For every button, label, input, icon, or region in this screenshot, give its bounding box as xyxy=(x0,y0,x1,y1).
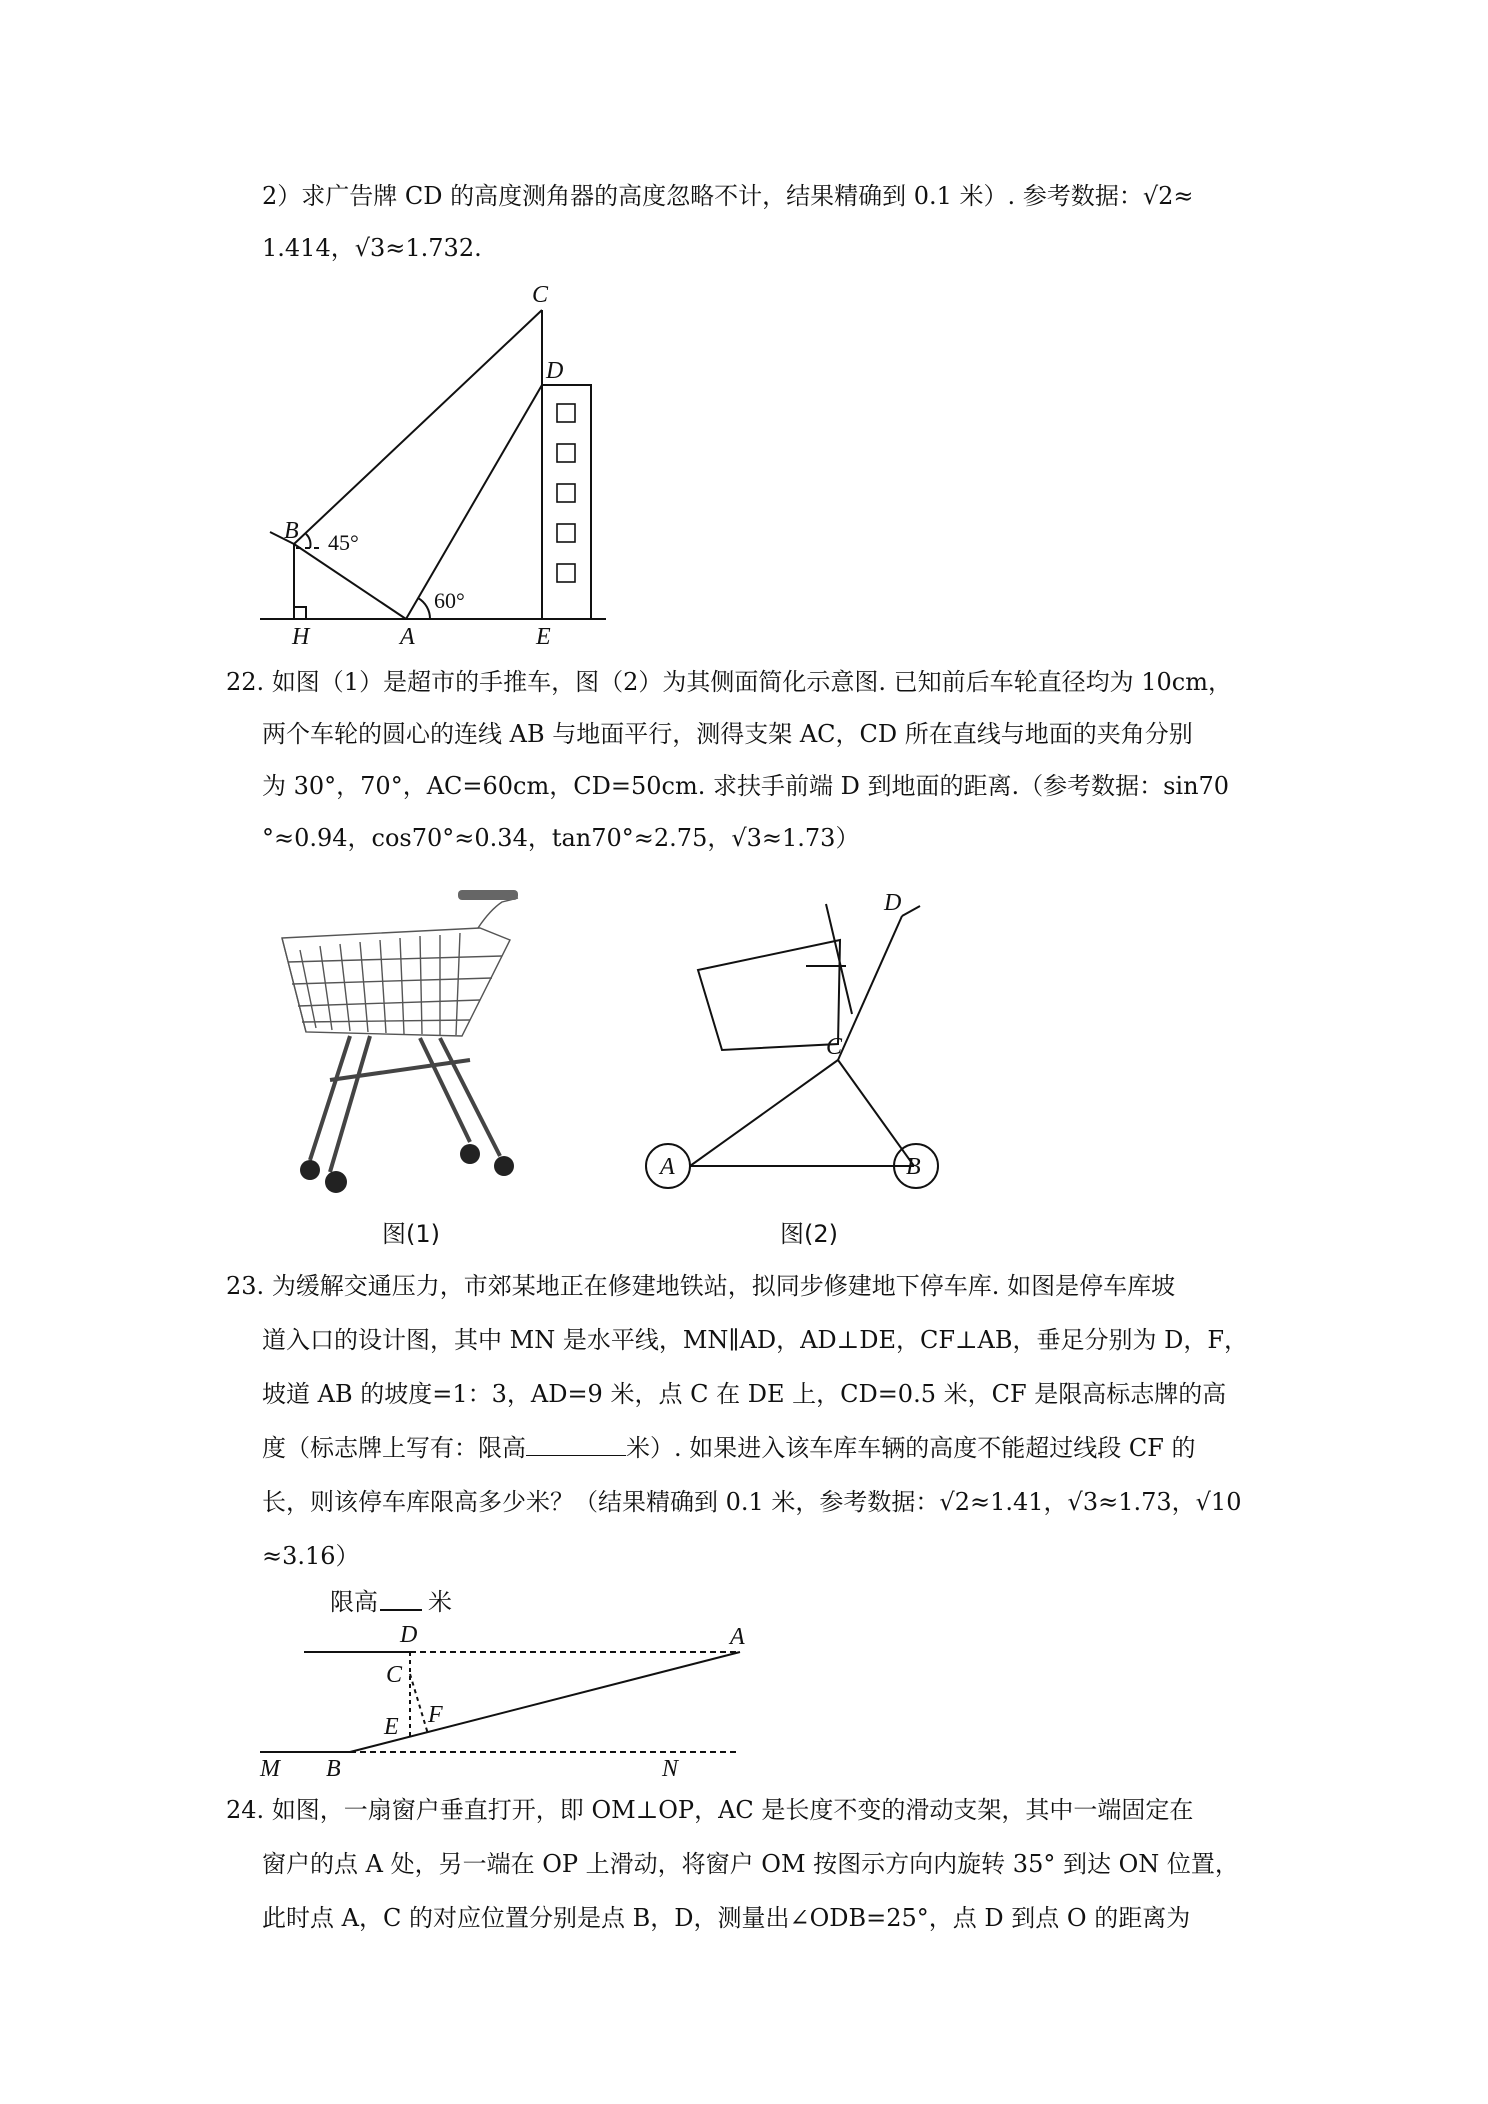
q23-label-b: B xyxy=(326,1756,341,1780)
shopping-cart-illustration xyxy=(270,880,530,1200)
fig2-label-a: A xyxy=(660,1154,675,1180)
q24-line1-text: 如图，一扇窗户垂直打开，即 OM⊥OP，AC 是长度不变的滑动支架，其中一端固定在 xyxy=(271,1796,1194,1824)
cart-basket xyxy=(282,898,518,1036)
q24-text-line-2: 窗户的点 A 处，另一端在 OP 上滑动，将窗户 OM 按图示方向内旋转 35° 到达 ON 位置， xyxy=(262,1850,1239,1878)
q22-text-line-4: °≈0.94，cos70°≈0.34，tan70°≈2.75，√3≈1.73） xyxy=(262,824,860,852)
q23-text-line-2: 道入口的设计图，其中 MN 是水平线，MN∥AD，AD⊥DE，CF⊥AB，垂足分别为 D，F， xyxy=(262,1326,1249,1354)
label-e: E xyxy=(536,624,551,650)
q24-number: 24. xyxy=(226,1796,265,1824)
angle-label-60: 60° xyxy=(434,588,465,613)
q21-text-line-2: 1.414，√3≈1.732. xyxy=(262,234,482,262)
window xyxy=(557,564,575,582)
q23-label-f: F xyxy=(428,1702,443,1728)
answer-blank xyxy=(526,1433,626,1456)
fig2-label-d: D xyxy=(884,890,902,916)
shopping-cart-photo xyxy=(270,880,530,1204)
figure-2-caption: 图(2) xyxy=(780,1220,838,1248)
q23-text-line-6: ≈3.16） xyxy=(262,1542,360,1570)
angle-arc-b xyxy=(306,534,311,548)
q23-figure-svg xyxy=(250,1580,790,1780)
fig2-label-c: C xyxy=(826,1034,843,1060)
q24-text-line-3: 此时点 A，C 的对应位置分别是点 B，D，测量出∠ODB=25°，点 D 到点 O 的距离为 xyxy=(262,1904,1191,1932)
line-ba xyxy=(294,544,406,619)
q23-line4-end: 米）. 如果进入该车库车辆的高度不能超过线段 CF 的 xyxy=(626,1434,1196,1462)
q23-text-line-5: 长，则该停车库限高多少米？（结果精确到 0.1 米，参考数据：√2≈1.41，√3≈1.73，√10 xyxy=(262,1488,1242,1516)
line-bc xyxy=(294,310,542,544)
fig2-label-b: B xyxy=(906,1154,921,1180)
q23-label-e: E xyxy=(384,1714,399,1740)
q23-line4-start: 度（标志牌上写有：限高 xyxy=(262,1434,526,1462)
label-b: B xyxy=(284,518,299,544)
q23-label-m: M xyxy=(260,1756,280,1780)
q23-label-a: A xyxy=(730,1624,745,1650)
building-windows xyxy=(557,404,575,582)
label-h: H xyxy=(292,624,310,650)
q21-text-line-1: 2）求广告牌 CD 的高度测角器的高度忽略不计，结果精确到 0.1 米）. 参考数据：√2≈ xyxy=(262,182,1194,210)
label-d: D xyxy=(546,358,564,384)
label-c: C xyxy=(532,282,549,308)
right-angle-h xyxy=(294,607,306,619)
sign-text: 限高 xyxy=(330,1590,378,1616)
cart-handle xyxy=(458,890,518,900)
q22-line1-text: 如图（1）是超市的手推车，图（2）为其侧面简化示意图. 已知前后车轮直径均为 10cm， xyxy=(271,668,1232,696)
q22-text-line-3: 为 30°，70°，AC=60cm，CD=50cm. 求扶手前端 D 到地面的距离.（参考数据：sin70 xyxy=(262,772,1230,800)
q23-line1-text: 为缓解交通压力，市郊某地正在修建地铁站，拟同步修建地下停车库. 如图是停车库坡 xyxy=(271,1272,1176,1300)
q22-number: 22. xyxy=(226,668,265,696)
q23-label-c: C xyxy=(386,1662,403,1688)
window xyxy=(557,444,575,462)
q23-text-line-4 xyxy=(262,1432,1196,1464)
q21-figure xyxy=(256,282,616,656)
line-ac xyxy=(690,1060,838,1166)
q22-figure-2 xyxy=(640,884,940,1198)
q21-figure-svg xyxy=(256,282,616,652)
figure-1-caption: 图(1) xyxy=(382,1220,440,1248)
q23-label-n: N xyxy=(662,1756,679,1780)
q23-label-d: D xyxy=(400,1622,418,1648)
window xyxy=(557,404,575,422)
q23-text-line-1 xyxy=(226,1270,1175,1302)
window xyxy=(557,524,575,542)
q22-text-line-2: 两个车轮的圆心的连线 AB 与地面平行，测得支架 AC，CD 所在直线与地面的夹角分别 xyxy=(262,720,1193,748)
cart-basket-outline xyxy=(698,940,840,1050)
ramp-ab xyxy=(350,1652,740,1752)
handle-tip xyxy=(902,906,920,916)
window xyxy=(557,484,575,502)
q23-number: 23. xyxy=(226,1272,265,1300)
q22-figure-2-svg xyxy=(640,884,940,1194)
q24-text-line-1 xyxy=(226,1794,1193,1826)
q22-text-line-1 xyxy=(226,666,1232,698)
q23-figure xyxy=(250,1580,790,1784)
line-cf-dashed xyxy=(410,1674,428,1734)
q23-text-line-3: 坡道 AB 的坡度=1：3，AD=9 米，点 C 在 DE 上，CD=0.5 米，CF 是限高标志牌的高 xyxy=(262,1380,1227,1408)
angle-label-45: 45° xyxy=(328,530,359,555)
label-a: A xyxy=(400,624,415,650)
angle-arc-a xyxy=(418,598,430,619)
line-cd xyxy=(838,916,902,1060)
line-cb xyxy=(838,1060,914,1166)
sign-unit: 米 xyxy=(428,1590,452,1616)
